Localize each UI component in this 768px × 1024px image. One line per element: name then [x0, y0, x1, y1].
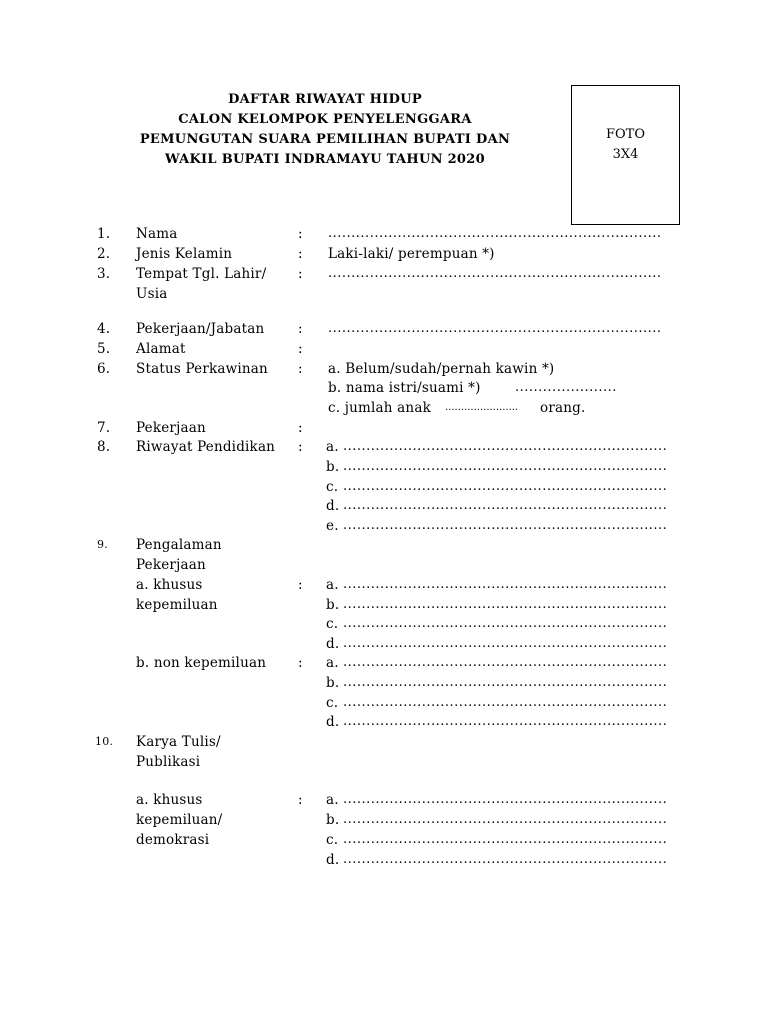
fill-karya-c[interactable]: ......................................................................: [343, 832, 668, 847]
fill-pengalaman-khusus-c[interactable]: ......................................................................: [343, 616, 668, 631]
list-letter: b.: [326, 597, 340, 613]
label-khusus: a. khusus: [136, 792, 203, 808]
fill-pendidikan-d[interactable]: ......................................................................: [343, 498, 668, 513]
list-letter: c.: [326, 479, 339, 495]
item-number: 5.: [97, 341, 111, 357]
label-riwayat-pendidikan: Riwayat Pendidikan: [136, 439, 276, 455]
item-number: 6.: [97, 361, 111, 377]
label-status-perkawinan: Status Perkawinan: [136, 361, 268, 377]
fill-pengalaman-khusus-b[interactable]: ......................................................................: [343, 597, 668, 612]
item-number: 1.: [97, 226, 111, 242]
list-letter: b.: [326, 459, 340, 475]
label-karya-tulis: Karya Tulis/: [136, 734, 221, 750]
fill-ttl[interactable]: ........................................................................: [328, 266, 662, 281]
colon: :: [298, 246, 303, 262]
label-pekerjaan-2: Pekerjaan: [136, 557, 206, 573]
document-title: [120, 90, 530, 170]
list-letter: a.: [326, 655, 339, 671]
label-nama: Nama: [136, 226, 178, 242]
item-number: 8.: [97, 439, 111, 455]
list-letter: a.: [326, 439, 339, 455]
colon: :: [298, 655, 303, 671]
label-non-kepemiluan: b. non kepemiluan: [136, 655, 267, 671]
colon: :: [298, 439, 303, 455]
fill-nama[interactable]: ........................................................................: [328, 226, 662, 241]
list-letter: d.: [326, 498, 340, 514]
label-usia: Usia: [136, 286, 168, 302]
item-number: 10.: [95, 735, 114, 748]
label-publikasi: Publikasi: [136, 754, 201, 770]
item-number: 7.: [97, 420, 111, 436]
list-letter: b.: [326, 675, 340, 691]
item-number: 2.: [97, 246, 111, 262]
list-letter: a.: [326, 792, 339, 808]
item-number: 3.: [97, 266, 111, 282]
fill-pengalaman-khusus-a[interactable]: ......................................................................: [343, 577, 668, 592]
label-kepemiluan: kepemiluan: [136, 597, 218, 613]
list-letter: a.: [326, 577, 339, 593]
item-number: 9.: [97, 538, 108, 551]
colon: :: [298, 226, 303, 242]
fill-pendidikan-b[interactable]: ......................................................................: [343, 459, 668, 474]
fill-pengalaman-khusus-d[interactable]: ......................................................................: [343, 636, 668, 651]
item-number: 4.: [97, 321, 111, 337]
fill-pendidikan-e[interactable]: ......................................................................: [343, 518, 668, 533]
colon: :: [298, 792, 303, 808]
status-option-b: b. nama istri/suami *): [328, 380, 481, 396]
label-pekerjaan-jabatan: Pekerjaan/Jabatan: [136, 321, 265, 337]
label-pengalaman: Pengalaman: [136, 537, 222, 553]
photo-size: 3X4: [612, 147, 639, 162]
list-letter: c.: [326, 832, 339, 848]
colon: :: [298, 577, 303, 593]
list-letter: c.: [326, 695, 339, 711]
fill-nama-pasangan[interactable]: ......................: [515, 380, 617, 395]
list-letter: c.: [326, 616, 339, 632]
colon: :: [298, 341, 303, 357]
list-letter: b.: [326, 812, 340, 828]
label-khusus: a. khusus: [136, 577, 203, 593]
fill-karya-a[interactable]: ......................................................................: [343, 792, 668, 807]
list-letter: e.: [326, 518, 339, 534]
label-ttl: Tempat Tgl. Lahir/: [136, 266, 267, 282]
label-alamat: Alamat: [136, 341, 186, 357]
label-demokrasi: demokrasi: [136, 832, 210, 848]
colon: :: [298, 266, 303, 282]
colon: :: [298, 321, 303, 337]
title-line-2: CALON KELOMPOK PENYELENGGARA: [178, 112, 472, 127]
photo-label: FOTO: [605, 127, 645, 142]
fill-karya-d[interactable]: ......................................................................: [343, 852, 668, 867]
list-letter: d.: [326, 714, 340, 730]
label-kepemiluan-slash: kepemiluan/: [136, 812, 223, 828]
fill-pendidikan-a[interactable]: ......................................................................: [343, 439, 668, 454]
fill-pengalaman-non-c[interactable]: ......................................................................: [343, 695, 668, 710]
label-orang: orang.: [540, 400, 586, 416]
fill-jumlah-anak[interactable]: .......................: [445, 402, 519, 413]
value-jenis-kelamin: Laki-laki/ perempuan *): [328, 246, 495, 262]
fill-pengalaman-non-d[interactable]: ......................................................................: [343, 714, 668, 729]
list-letter: d.: [326, 636, 340, 652]
title-line-1: DAFTAR RIWAYAT HIDUP: [228, 92, 422, 107]
fill-pekerjaan-jabatan[interactable]: ........................................................................: [328, 321, 662, 336]
title-line-3: PEMUNGUTAN SUARA PEMILIHAN BUPATI DAN: [139, 132, 511, 147]
fill-pengalaman-non-a[interactable]: ......................................................................: [343, 655, 668, 670]
status-option-a: a. Belum/sudah/pernah kawin *): [328, 361, 555, 377]
colon: :: [298, 420, 303, 436]
colon: :: [298, 361, 303, 377]
fill-pendidikan-c[interactable]: ......................................................................: [343, 479, 668, 494]
status-option-c: c. jumlah anak: [328, 400, 431, 416]
list-letter: d.: [326, 852, 340, 868]
photo-box: [571, 85, 680, 225]
label-pekerjaan: Pekerjaan: [136, 420, 206, 436]
label-jenis-kelamin: Jenis Kelamin: [136, 246, 233, 262]
title-line-4: WAKIL BUPATI INDRAMAYU TAHUN 2020: [165, 152, 485, 167]
fill-pengalaman-non-b[interactable]: ......................................................................: [343, 675, 668, 690]
fill-karya-b[interactable]: ......................................................................: [343, 812, 668, 827]
